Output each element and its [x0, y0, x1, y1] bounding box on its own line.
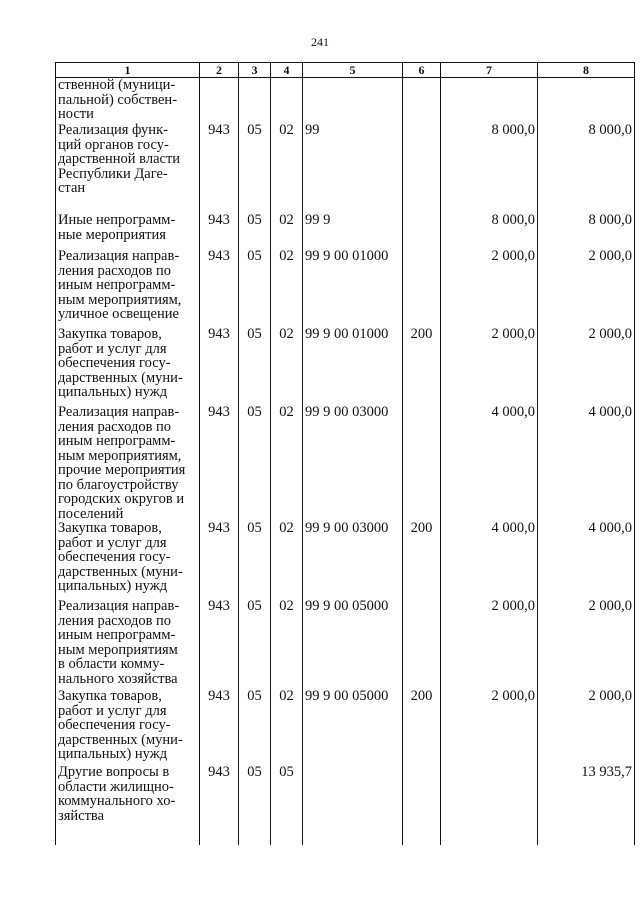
- department-code: 943: [200, 213, 239, 249]
- amount-col7: 8 000,0: [441, 213, 538, 249]
- subsection-code: 02: [271, 327, 303, 405]
- expense-type-code: [403, 78, 441, 124]
- target-item-code: 99 9 00 01000: [303, 327, 403, 405]
- amount-col7: 2 000,0: [441, 689, 538, 765]
- table-row: [56, 689, 635, 765]
- section-code: 05: [239, 405, 271, 521]
- column-header: 2: [200, 63, 239, 78]
- target-item-code: 99 9 00 03000: [303, 521, 403, 599]
- amount-col8: 4 000,0: [538, 521, 635, 599]
- department-code: 943: [200, 249, 239, 327]
- column-header: 3: [239, 63, 271, 78]
- section-code: [239, 78, 271, 124]
- amount-col8: 13 935,7: [538, 765, 635, 845]
- subsection-code: 02: [271, 123, 303, 213]
- section-code: 05: [239, 521, 271, 599]
- table-row: [56, 327, 635, 405]
- section-code: 05: [239, 599, 271, 689]
- amount-col8: 8 000,0: [538, 123, 635, 213]
- expense-type-code: 200: [403, 689, 441, 765]
- department-code: 943: [200, 123, 239, 213]
- table-row: [56, 123, 635, 213]
- amount-col8: 4 000,0: [538, 405, 635, 521]
- target-item-code: [303, 765, 403, 845]
- table-row: [56, 213, 635, 249]
- subsection-code: 02: [271, 405, 303, 521]
- target-item-code: 99: [303, 123, 403, 213]
- expense-type-code: 200: [403, 327, 441, 405]
- subsection-code: 02: [271, 213, 303, 249]
- column-header: 7: [441, 63, 538, 78]
- amount-col7: 2 000,0: [441, 249, 538, 327]
- amount-col8: 2 000,0: [538, 689, 635, 765]
- department-code: 943: [200, 327, 239, 405]
- expense-type-code: [403, 123, 441, 213]
- column-header: 4: [271, 63, 303, 78]
- section-code: 05: [239, 765, 271, 845]
- target-item-code: 99 9: [303, 213, 403, 249]
- subsection-code: 05: [271, 765, 303, 845]
- department-code: 943: [200, 599, 239, 689]
- department-code: [200, 78, 239, 124]
- amount-col8: 2 000,0: [538, 327, 635, 405]
- amount-col7: [441, 765, 538, 845]
- line-item-name: ственной (муници- пальной) собствен- ности: [56, 78, 200, 124]
- line-item-name: Закупка товаров, работ и услуг для обеспечения госу- дарственных (муни- ципальных) нужд: [56, 689, 200, 765]
- expense-type-code: [403, 599, 441, 689]
- expense-type-code: [403, 249, 441, 327]
- section-code: 05: [239, 689, 271, 765]
- line-item-name: Закупка товаров, работ и услуг для обеспечения госу- дарственных (муни- ципальных) нужд: [56, 521, 200, 599]
- subsection-code: 02: [271, 521, 303, 599]
- expense-type-code: [403, 765, 441, 845]
- amount-col8: 8 000,0: [538, 213, 635, 249]
- target-item-code: 99 9 00 05000: [303, 599, 403, 689]
- subsection-code: 02: [271, 689, 303, 765]
- column-header: 1: [56, 63, 200, 78]
- department-code: 943: [200, 405, 239, 521]
- line-item-name: Закупка товаров, работ и услуг для обеспечения госу- дарственных (муни- ципальных) нужд: [56, 327, 200, 405]
- amount-col7: 4 000,0: [441, 521, 538, 599]
- expense-type-code: 200: [403, 521, 441, 599]
- column-header: 5: [303, 63, 403, 78]
- amount-col8: 2 000,0: [538, 599, 635, 689]
- section-code: 05: [239, 213, 271, 249]
- subsection-code: 02: [271, 249, 303, 327]
- column-header: 6: [403, 63, 441, 78]
- target-item-code: [303, 78, 403, 124]
- line-item-name: Реализация направ- ления расходов по иным непрограмм- ным мероприятиям, уличное освещение: [56, 249, 200, 327]
- line-item-name: Другие вопросы в области жилищно- коммунального хо- зяйства: [56, 765, 200, 845]
- subsection-code: 02: [271, 599, 303, 689]
- table-row: [56, 405, 635, 521]
- table-row: [56, 78, 635, 124]
- target-item-code: 99 9 00 05000: [303, 689, 403, 765]
- line-item-name: Реализация направ- ления расходов по иным непрограмм- ным мероприятиям в области комму- нального хозяйства: [56, 599, 200, 689]
- amount-col8: [538, 78, 635, 124]
- header-row: [56, 63, 635, 78]
- table-row: [56, 521, 635, 599]
- subsection-code: [271, 78, 303, 124]
- expense-type-code: [403, 213, 441, 249]
- amount-col7: 8 000,0: [441, 123, 538, 213]
- line-item-name: Иные непрограмм- ные мероприятия: [56, 213, 200, 249]
- amount-col7: 2 000,0: [441, 599, 538, 689]
- department-code: 943: [200, 689, 239, 765]
- budget-table: [55, 62, 635, 845]
- table-row: [56, 599, 635, 689]
- line-item-name: Реализация направ- ления расходов по иным непрограмм- ным мероприятиям, прочие мероприятия по благоустройству городских округов и поселений: [56, 405, 200, 521]
- table-body: [56, 78, 635, 846]
- table-row: [56, 765, 635, 845]
- amount-col7: [441, 78, 538, 124]
- section-code: 05: [239, 123, 271, 213]
- table-row: [56, 249, 635, 327]
- target-item-code: 99 9 00 01000: [303, 249, 403, 327]
- expense-type-code: [403, 405, 441, 521]
- target-item-code: 99 9 00 03000: [303, 405, 403, 521]
- column-header: 8: [538, 63, 635, 78]
- page-number: 241: [311, 35, 329, 49]
- department-code: 943: [200, 765, 239, 845]
- section-code: 05: [239, 249, 271, 327]
- amount-col8: 2 000,0: [538, 249, 635, 327]
- line-item-name: Реализация функ- ций органов госу- дарственной власти Республики Даге- стан: [56, 123, 200, 213]
- section-code: 05: [239, 327, 271, 405]
- amount-col7: 4 000,0: [441, 405, 538, 521]
- amount-col7: 2 000,0: [441, 327, 538, 405]
- department-code: 943: [200, 521, 239, 599]
